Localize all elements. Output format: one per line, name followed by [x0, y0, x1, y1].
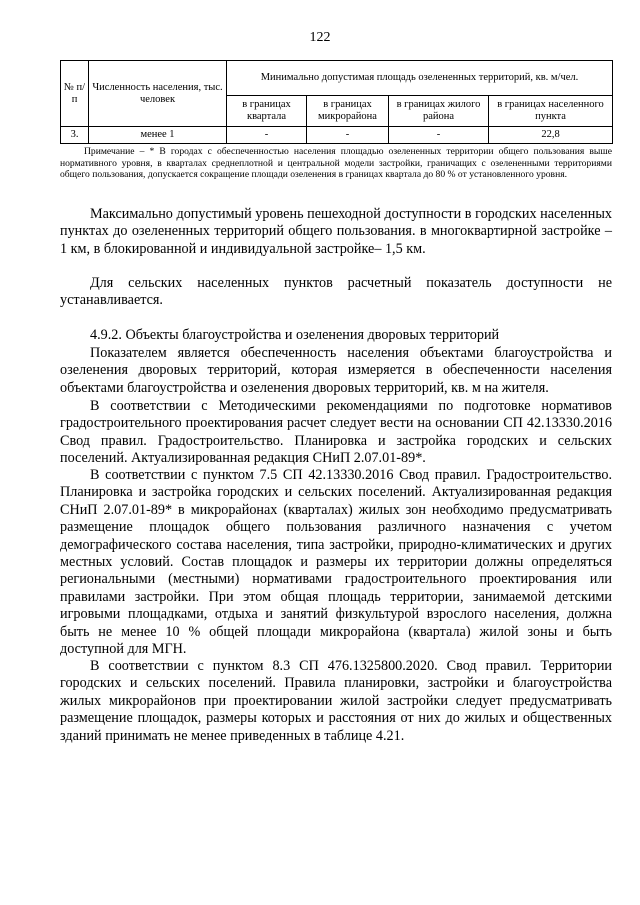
group-header: Минимально допустимая площадь озелененных территорий, кв. м/чел.: [227, 61, 613, 96]
row-population: менее 1: [89, 127, 227, 144]
row-value-quarter: -: [227, 127, 307, 144]
row-num: 3.: [61, 127, 89, 144]
table-note: Примечание – * В городах с обеспеченностью населения площадью озелененных территории общего пользования выше нормативного уровня, в кварталах среднеплотной и центральной модели застройки, граничащих с озелененными территориями общего пользования, допускается сокращение площади озеленения в границах квартала до 80 % от установленного уровня.: [60, 146, 612, 181]
paragraph-method-recommendations: В соответствии с Методическими рекомендациями по подготовке нормативов градостроительного проектирования расчет следует вести на основании СП 42.13330.2016 Свод правил. Градостроительство. Планировка и застройка городских и сельских поселений. Актуализированная редакция СНиП 2.07.01-89*.: [60, 398, 612, 467]
page-number: 122: [309, 30, 331, 45]
subheader-residential-district: в границах жилого района: [389, 96, 489, 127]
paragraph-rural-settlements: Для сельских населенных пунктов расчетный показатель доступности не устанавливается.: [60, 275, 612, 309]
table-row: [61, 127, 613, 144]
section-heading: 4.9.2. Объекты благоустройства и озеленения дворовых территорий: [90, 327, 500, 343]
paragraph-clause-7-5: В соответствии с пунктом 7.5 СП 42.13330.2016 Свод правил. Градостроительство. Планировка и застройка городских и сельских поселений. Актуализированная редакция СНиП 2.07.01-89* в микрорайонах (кварталах) жилых зон необходимо предусматривать размещение площадок общего пользования различного назначения с учетом демографического состава населения, типа застройки, природно-климатических и других местных условий. Состав площадок и размеры их территории должны определяться региональными (местными) нормативами градостроительного проектирования или правилами застройки. При этом общая площадь территории, занимаемой детскими игровыми площадками, отдыха и занятий физкультурой взрослого населения, должна быть не менее 10 % общей площади микрорайона (квартала) жилой зоны и быть доступной для МГН.: [60, 467, 612, 658]
subheader-settlement: в границах населенного пункта: [489, 96, 613, 127]
col-num-header: № п/п: [61, 61, 89, 127]
paragraph-indicator: Показателем является обеспеченность населения объектами благоустройства и озеленения дворовых территорий, которая измеряется в обеспеченности населения объектами благоустройства и озеленения дворовых территорий, кв. м на жителя.: [60, 345, 612, 396]
row-value-residential-district: -: [389, 127, 489, 144]
row-value-settlement: 22,8: [489, 127, 613, 144]
col-population-header: Численность населения, тыс. человек: [89, 61, 227, 127]
table-header-row: [61, 61, 613, 96]
paragraph-clause-8-3: В соответствии с пунктом 8.3 СП 476.1325800.2020. Свод правил. Территории городских и сельских поселений. Правила планировки, застройки и благоустройства жилых микрорайонов при проектировании жилой застройки следует предусматривать размещение площадок, размеры которых и расстояния от них до жилых и общественных зданий принимать не менее приведенных в таблице 4.21.: [60, 658, 612, 744]
green-area-table: [60, 60, 613, 144]
row-value-microdistrict: -: [307, 127, 389, 144]
subheader-microdistrict: в границах микрорайона: [307, 96, 389, 127]
paragraph-pedestrian-access: Максимально допустимый уровень пешеходной доступности в городских населенных пунктах до озелененных территорий общего пользования. в многоквартирной застройке – 1 км, в блокированной и индивидуальной застройке– 1,5 км.: [60, 206, 612, 257]
subheader-quarter: в границах квартала: [227, 96, 307, 127]
